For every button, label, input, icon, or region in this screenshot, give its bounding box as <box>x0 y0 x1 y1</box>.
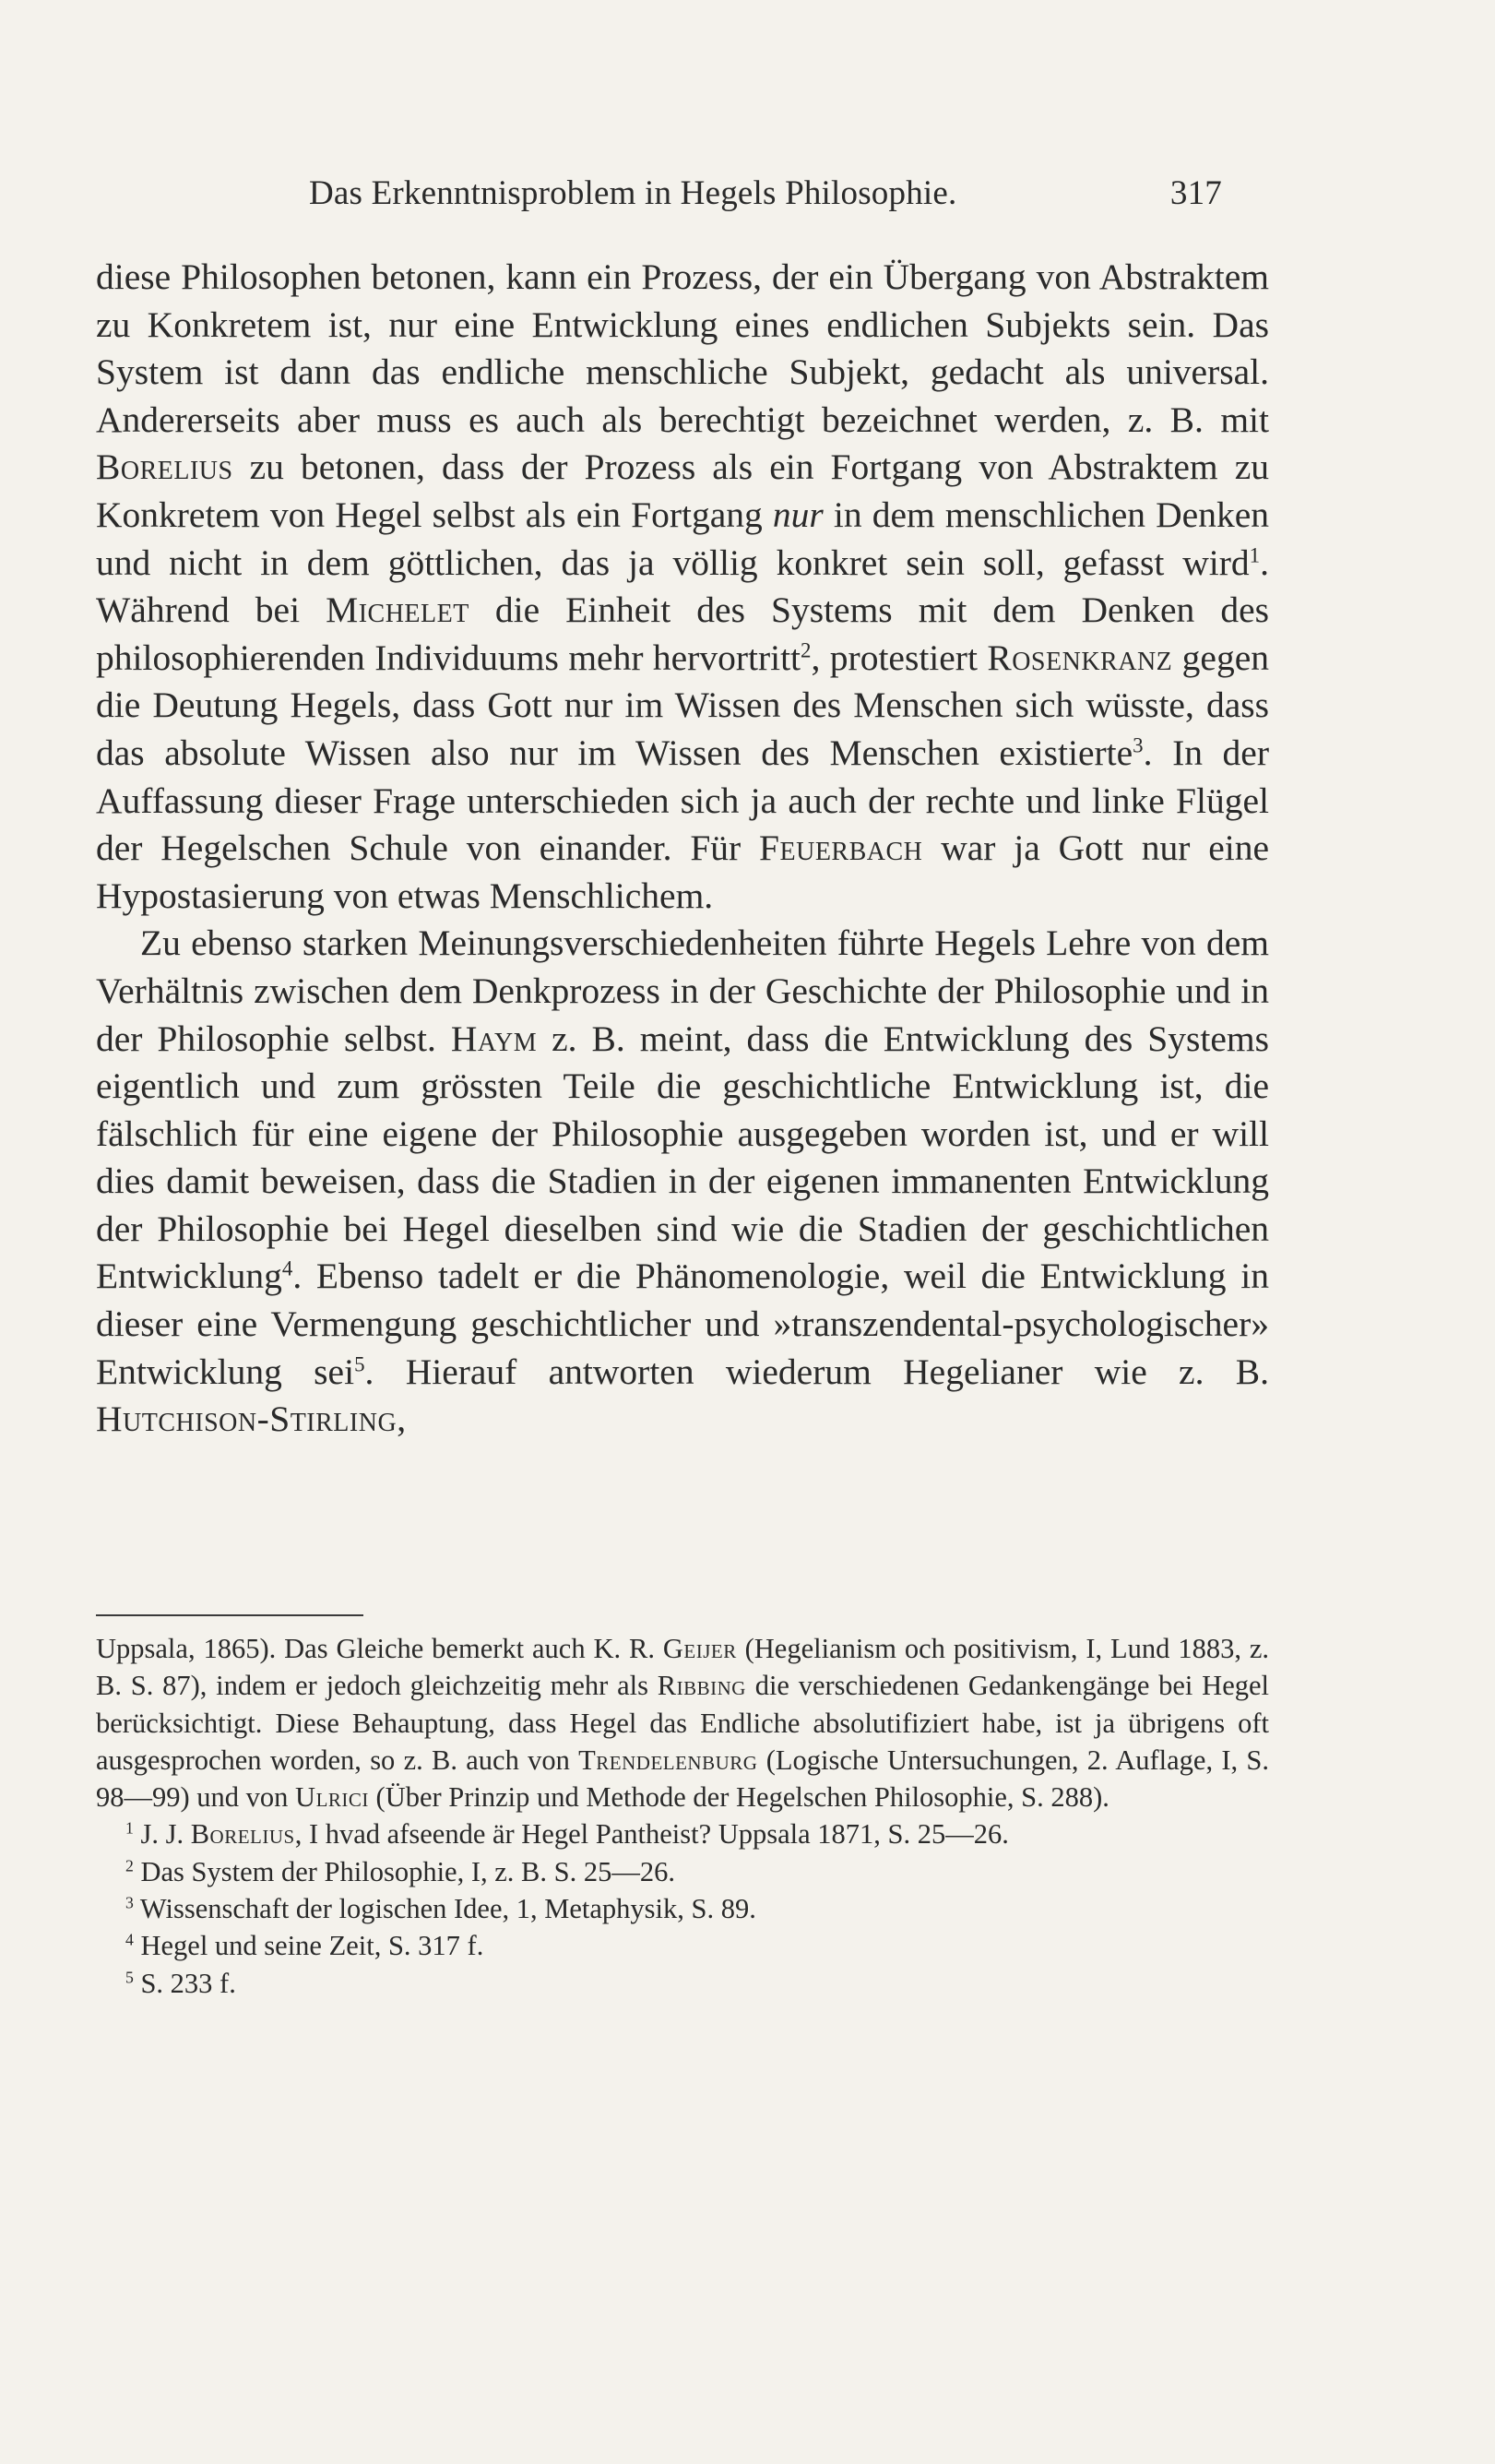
author-name: Hutchison-Stirling <box>96 1399 397 1440</box>
footnote-ref: 4 <box>281 1256 293 1280</box>
text-run: Wissenschaft der logischen Idee, 1, Metaphysik, S. 89. <box>133 1893 756 1925</box>
text-run: , protestiert <box>811 637 988 678</box>
text-run: . Hierauf antworten wiederum Hegelianer wie z. B. <box>364 1351 1269 1392</box>
footnote-1 <box>96 1815 1269 1852</box>
text-run: . In der Auffassung dieser Frage unterschieden sich ja auch der rechte und linke Flügel der Hegelschen Schule von einander. Für <box>96 732 1269 869</box>
text-run: diese Philosophen betonen, kann ein Prozess, der ein Übergang von Abstraktem zu Konkretem ist, nur eine Entwicklung eines endlichen Subjekts sein. Das System ist dann das endliche menschliche Subjekt, gedacht als universal. Andererseits aber muss es auch als berechtigt bezeichnet werden, z. B. mit <box>96 256 1269 440</box>
page-number: 317 <box>1169 174 1222 212</box>
author-name: Trendelenburg <box>578 1744 758 1776</box>
text-run: Uppsala, 1865). Das Gleiche bemerkt auch K. R. <box>96 1633 663 1664</box>
text-run: (Über Prinzip und Methode der Hegelschen Philosophie, S. 288). <box>368 1781 1109 1814</box>
footnote-ref: 5 <box>354 1351 365 1375</box>
footnote-3 <box>96 1890 1269 1927</box>
text-run: Das System der Philosophie, I, z. B. S. 25—26. <box>133 1855 675 1887</box>
text-run: Zu ebenso starken Meinungsverschiedenheiten führte Hegels Lehre von dem Verhältnis zwischen dem Denkprozess in der Geschichte der Philosophie und in der Philosophie selbst. <box>96 923 1269 1059</box>
text-run: in dem menschlichen Denken und nicht in dem göttlichen, das ja völlig konkret sein soll, gefasst wird <box>96 494 1269 583</box>
footnote-4 <box>96 1927 1269 1964</box>
text-run: . Während bei <box>96 542 1269 631</box>
author-name: Rosenkranz <box>987 637 1173 678</box>
text-run: J. J. <box>133 1818 191 1851</box>
author-name: Geijer <box>662 1633 737 1664</box>
author-name: Ulrici <box>295 1781 369 1814</box>
text-run: S. 233 f. <box>133 1967 236 1999</box>
text-run: , <box>397 1399 407 1440</box>
footnote-ref: 1 <box>1249 542 1261 566</box>
footnote-continuation <box>96 1630 1269 1815</box>
text-run: die verschiedenen Gedankengänge bei Hegel berücksichtigt. Diese Behauptung, dass Hegel das Endliche absolutifiziert habe, ist ja übrigens oft ausgesprochen worden, so z. B. auch von <box>96 1670 1269 1776</box>
text-run: zu betonen, dass der Prozess als ein Fortgang von Abstraktem zu Konkretem von Hegel selbst als ein Fortgang <box>96 446 1269 535</box>
running-title: Das Erkenntnisproblem in Hegels Philosophie. <box>309 174 957 212</box>
paragraph-2 <box>96 920 1269 1444</box>
text-run: (Logische Untersuchungen, 2. Auflage, I, S. 98—99) und von <box>96 1744 1269 1814</box>
main-text <box>96 254 1269 1444</box>
author-name: Borelius <box>190 1818 295 1851</box>
footnote-divider <box>96 1614 363 1616</box>
text-run: Hegel und seine Zeit, S. 317 f. <box>133 1930 484 1962</box>
footnote-ref: 3 <box>1133 733 1144 757</box>
text-run: die Einheit des Systems mit dem Denken des philosophierenden Individuums mehr hervortritt <box>96 589 1269 678</box>
author-name: Michelet <box>326 589 469 631</box>
footnote-mark: 4 <box>125 1930 134 1949</box>
footnote-ref: 2 <box>801 638 812 662</box>
footnotes <box>96 1630 1269 2002</box>
emphasis: nur <box>772 494 824 535</box>
running-header <box>309 173 1222 213</box>
text-run: gegen die Deutung Hegels, dass Gott nur im Wissen des Menschen sich wüsste, dass das absolute Wissen also nur im Wissen des Menschen existierte <box>96 637 1269 773</box>
text-run: war ja Gott nur eine Hypostasierung von etwas Menschlichem. <box>96 827 1269 916</box>
footnote-mark: 1 <box>125 1818 134 1838</box>
text-run: (Hegelianism och positivism, I, Lund 1883, z. B. S. 87), indem er jedoch gleichzeitig mehr als <box>96 1633 1269 1702</box>
author-name: Ribbing <box>657 1670 746 1702</box>
text-run: z. B. meint, dass die Entwicklung des Systems eigentlich und zum grössten Teile die geschichtliche Entwicklung ist, die fälschlich für eine eigene der Philosophie ausgegeben worden ist, und er will dies damit beweisen, dass die Stadien in der eigenen immanenten Entwicklung der Philosophie bei Hegel dieselben sind wie die Stadien der geschichtlichen Entwicklung <box>96 1018 1269 1297</box>
footnote-mark: 3 <box>125 1893 134 1912</box>
footnote-mark: 2 <box>125 1856 134 1875</box>
author-name: Borelius <box>96 446 233 488</box>
author-name: Feuerbach <box>759 827 923 869</box>
footnote-2 <box>96 1853 1269 1890</box>
author-name: Haym <box>450 1018 538 1059</box>
text-run: . Ebenso tadelt er die Phänomenologie, weil die Entwicklung in dieser eine Vermengung geschichtlicher und »transzendental-psychologischer» Entwicklung sei <box>96 1256 1269 1392</box>
text-run: , I hvad afseende är Hegel Pantheist? Uppsala 1871, S. 25—26. <box>294 1818 1009 1851</box>
footnote-5 <box>96 1965 1269 2002</box>
footnote-mark: 5 <box>125 1968 134 1987</box>
paragraph-1 <box>96 254 1269 920</box>
